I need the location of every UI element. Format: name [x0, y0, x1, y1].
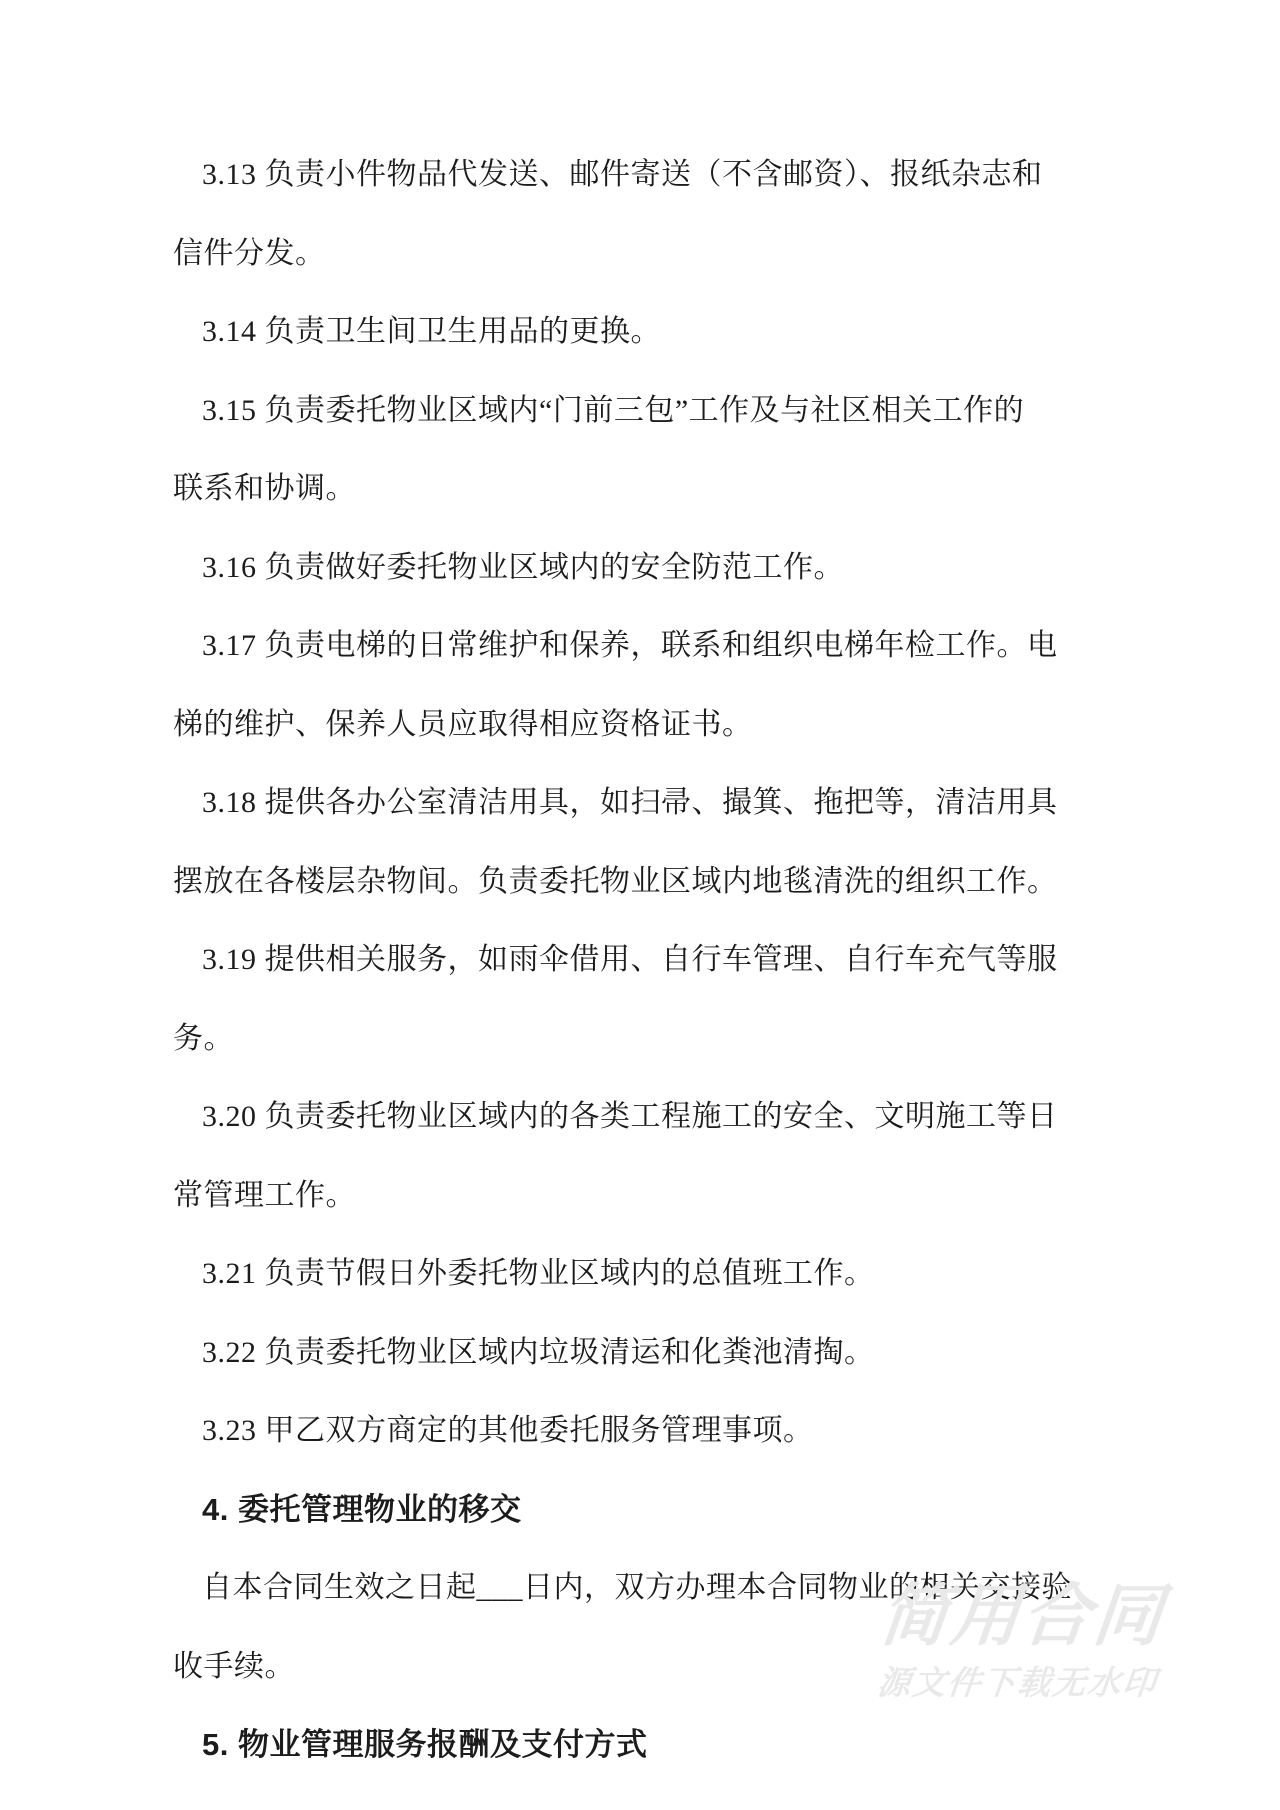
contract-text-block [173, 136, 1123, 1785]
clause-3-16: 3.16 负责做好委托物业区域内的安全防范工作。 [202, 550, 844, 584]
clause-3-21: 3.21 负责节假日外委托物业区域内的总值班工作。 [202, 1257, 875, 1290]
clause-3-14: 3.14 负责卫生间卫生用品的更换。 [202, 315, 661, 348]
clause-3-15-cont: 联系和协调。 [173, 472, 356, 505]
clause-3-18: 3.18 提供各办公室清洁用具，如扫帚、撮箕、拖把等，清洁用具 [202, 786, 1058, 819]
clause-3-13: 3.13 负责小件物品代发送、邮件寄送（不含邮资）、报纸杂志和 [202, 158, 1043, 191]
clause-3-20: 3.20 负责委托物业区域内的各类工程施工的安全、文明施工等日 [202, 1100, 1058, 1133]
watermark [872, 1578, 1169, 1701]
clause-3-19: 3.19 提供相关服务，如雨伞借用、自行车管理、自行车充气等服 [202, 943, 1058, 976]
watermark-tagline-text: 源文件下载无水印 [875, 1664, 1160, 1701]
clause-3-23: 3.23 甲乙双方商定的其他委托服务管理事项。 [202, 1414, 814, 1447]
clause-3-17-cont: 梯的维护、保养人员应取得相应资格证书。 [173, 707, 753, 741]
clause-3-19-cont: 务。 [173, 1021, 234, 1055]
clause-4-handover-cont: 收手续。 [173, 1649, 295, 1683]
section-heading-4: 4. 委托管理物业的移交 [202, 1491, 522, 1527]
clause-3-13-cont: 信件分发。 [173, 236, 326, 270]
clause-4-handover: 自本合同生效之日起___日内，双方办理本合同物业的相关交接验 [202, 1571, 1072, 1604]
clause-3-22: 3.22 负责委托物业区域内垃圾清运和化粪池清掏。 [202, 1335, 875, 1369]
watermark-logo-text: 简用合同 [876, 1578, 1169, 1654]
clause-3-15: 3.15 负责委托物业区域内“门前三包”工作及与社区相关工作的 [202, 393, 1025, 427]
clause-3-18-cont: 摆放在各楼层杂物间。负责委托物业区域内地毯清洗的组织工作。 [173, 864, 1058, 898]
section-heading-5: 5. 物业管理服务报酬及支付方式 [202, 1727, 648, 1762]
clause-3-20-cont: 常管理工作。 [173, 1178, 356, 1212]
clause-3-17: 3.17 负责电梯的日常维护和保养，联系和组织电梯年检工作。电 [202, 629, 1058, 662]
